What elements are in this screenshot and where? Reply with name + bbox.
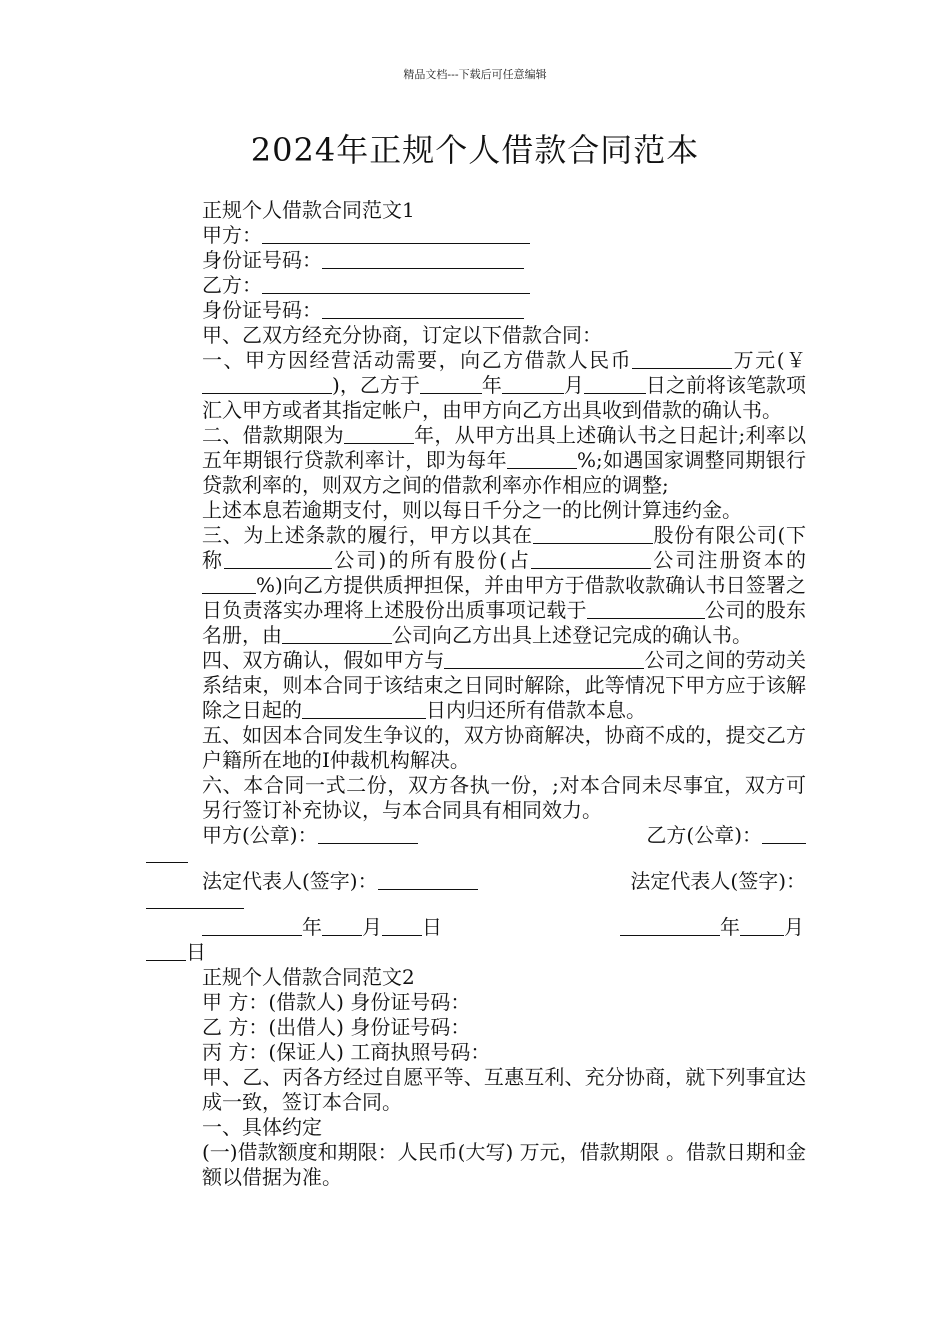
rep-b-continuation[interactable] [146, 894, 244, 909]
seal-a-blank[interactable] [318, 825, 418, 844]
s2-intro: 甲、乙、丙各方经过自愿平等、互惠互利、充分协商，就下列事宜达成一致，签订本合同。 [202, 1065, 806, 1114]
s2-party-c: 丙 方：(保证人) 工商执照号码： [202, 1040, 491, 1064]
party-b-line: 乙方： [146, 273, 806, 298]
seal-b-blank[interactable] [762, 825, 806, 844]
party-a-blank[interactable] [262, 225, 530, 244]
clause-3: 三、为上述条款的履行，甲方以其在 股份有限公司(下称 公司)的所有股份(占 公司注册资本的%)向乙方提供质押担保，并由甲方于借款收款确认书日签署之日负责落实办理将上述股份出质事项记载于 公司的股东名册，由 公司向乙方出具上述登记完成的确认书。 [202, 523, 807, 647]
id-b-blank[interactable] [322, 300, 524, 319]
s2-party-b: 乙 方：(出借人) 身份证号码： [202, 1015, 471, 1039]
clause-4: 四、双方确认，假如甲方与 公司之间的劳动关系结束，则本合同于该结束之日同时解除，此等情况下甲方应于该解除之日起的 日内归还所有借款本息。 [202, 648, 807, 722]
id-a-blank[interactable] [322, 250, 524, 269]
clause-1: 一、甲方因经营活动需要，向乙方借款人民币 万元(￥)，乙方于 年 月 日之前将该笔款项汇入甲方或者其指定帐户，由甲方向乙方出具收到借款的确认书。 [202, 348, 807, 422]
date-row: 年 月 日 年 月 [146, 915, 806, 940]
party-b-blank[interactable] [262, 275, 530, 294]
id-b-line: 身份证号码： [146, 298, 806, 323]
document-body [146, 198, 806, 1190]
rep-a-blank[interactable] [378, 871, 478, 890]
section1-heading: 正规个人借款合同范文1 [202, 198, 415, 222]
rep-row: 法定代表人(签字)： 法定代表人(签字)： [202, 869, 806, 893]
seal-b-continuation [146, 848, 188, 863]
id-a-line: 身份证号码： [146, 248, 806, 273]
section2-heading: 正规个人借款合同范文2 [202, 965, 415, 989]
seal-row: 甲方(公章)： 乙方(公章)： [146, 823, 806, 848]
s2-party-a: 甲 方：(借款人) 身份证号码： [202, 990, 471, 1014]
clause-6: 六、本合同一式二份，双方各执一份，;对本合同未尽事宜，双方可另行签订补充协议，与本合同具有相同效力。 [202, 773, 806, 822]
date-b-day: 日 [146, 940, 806, 965]
s2-item-1: (一)借款额度和期限：人民币(大写) 万元，借款期限 。借款日期和金额以借据为准。 [202, 1140, 806, 1189]
intro-line: 甲、乙双方经充分协商，订定以下借款合同： [202, 323, 602, 347]
document-title: 2024年正规个人借款合同范本 [250, 131, 700, 169]
party-a-line: 甲方： [146, 223, 806, 248]
clause-5: 五、如因本合同发生争议的，双方协商解决，协商不成的，提交乙方户籍所在地的I仲裁机构解决。 [202, 723, 806, 772]
clause-2b: 上述本息若逾期支付，则以每日千分之一的比例计算违约金。 [202, 498, 742, 522]
clause-2: 二、借款期限为 年，从甲方出具上述确认书之日起计;利率以五年期银行贷款利率计，即为每年 %;如遇国家调整同期银行贷款利率的，则双方之间的借款利率亦作相应的调整; [202, 423, 806, 497]
s2-section-1: 一、具体约定 [202, 1115, 322, 1139]
page-header: 精品文档---下载后可任意编辑 [403, 68, 547, 81]
